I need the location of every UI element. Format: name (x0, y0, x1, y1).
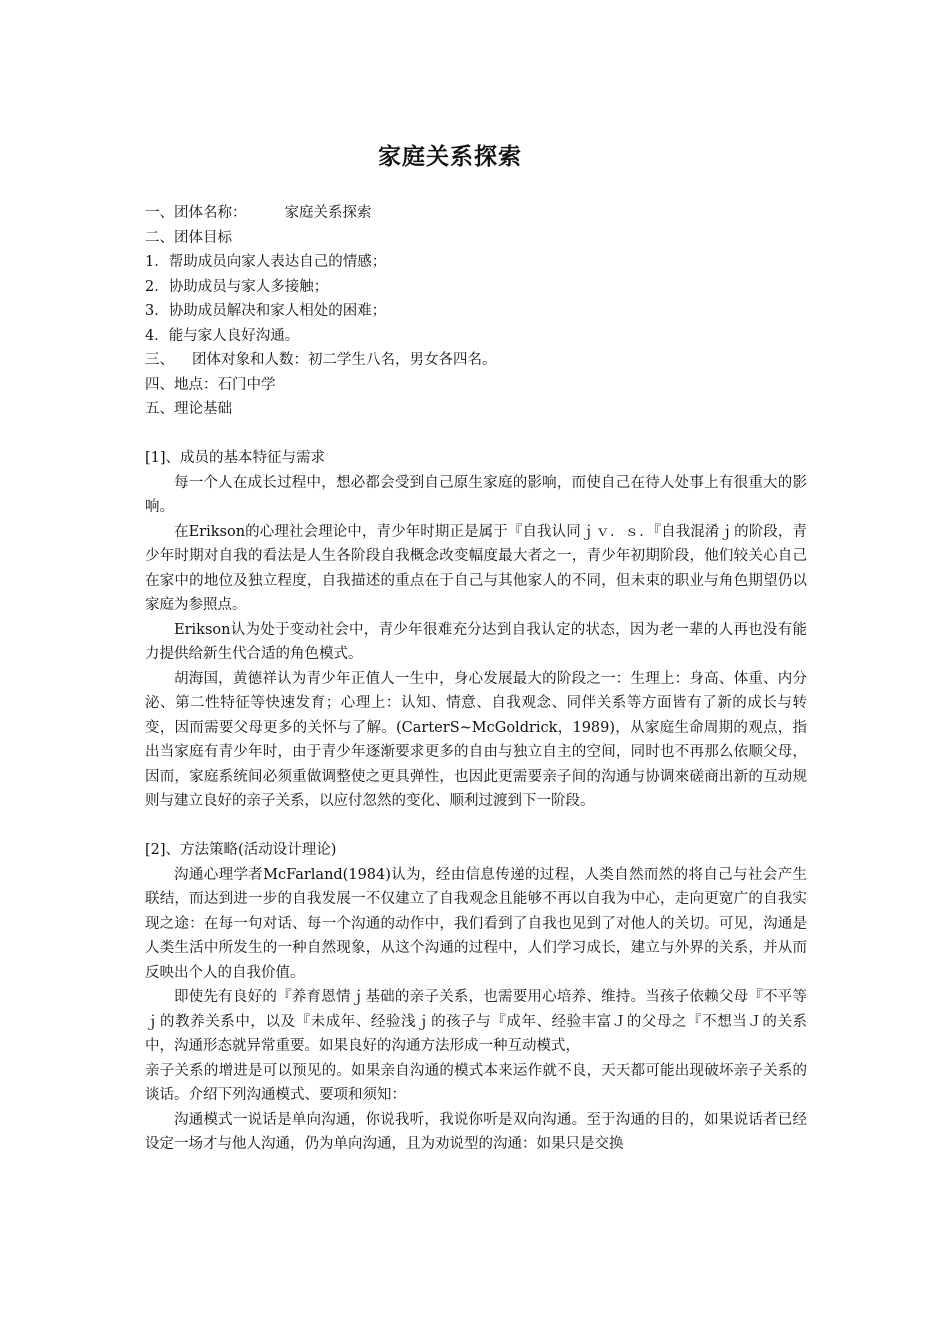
goal-item-1: 1．帮助成员向家人表达自己的情感； (145, 254, 387, 270)
section1-paragraph-1: 每一个人在成长过程中，想必都会受到自己原生家庭的影响，而使自己在待人处事上有很重大的影响。 (145, 474, 807, 515)
group-target-text: 团体对象和人数：初二学生八名，男女各四名。 (192, 352, 497, 368)
theory-heading: 五、理论基础 (145, 401, 232, 417)
section2-paragraph-3: 亲子关系的增进是可以预见的。如果亲自沟通的模式本来运作就不良，天天都可能出现破坏亲子关系的谈话。介绍下列沟通模式、要项和须知： (145, 1062, 807, 1103)
document-title: 家庭关系探索 (378, 144, 522, 170)
goal-item-2: 2．协助成员与家人多接触； (145, 278, 329, 295)
location-line: 四、地点：石门中学 (145, 376, 276, 393)
section1-paragraph-4: 胡海国，黄德祥认为青少年正值人一生中，身心发展最大的阶段之一：生理上：身高、体重、内分泌、第二性特征等快速发育；心理上：认知、情意、自我观念、同伴关系等方面皆有了新的成长与转变，因而需要父母更多的关怀与了解。(CarterS~McGoldrick，1989)，从家庭生命周期的观点，指出当家庭有青少年时，由于青少年逐渐要求更多的自由与独立自主的空间，同时也不再那么依顺父母，因而，家庭系统间必须重做调整使之更具弹性，也因此更需要亲子间的沟通与协调來磋商出新的互动规则与建立良好的亲子关系，以应付忽然的变化、顺利过渡到下一阶段。 (145, 670, 807, 809)
section2-heading: [2]、方法策略(活动设计理论) (145, 842, 337, 858)
goal-item-4: 4．能与家人良好沟通。 (145, 327, 300, 344)
group-target-prefix: 三、 (145, 352, 174, 368)
document-body (145, 201, 807, 1157)
section1-heading: [1]、成员的基本特征与需求 (145, 450, 326, 466)
group-goal-heading: 二、团体目标 (145, 229, 232, 246)
group-target-line (145, 348, 807, 373)
section2-paragraph-4: 沟通模式一说话是单向沟通，你说我听，我说你听是双向沟通。至于沟通的目的，如果说话者已经设定一场才与他人沟通，仍为单向沟通，且为劝说型的沟通：如果只是交换 (145, 1111, 807, 1152)
section2-paragraph-1: 沟通心理学者McFarland(1984)认为，经由信息传递的过程，人类自然而然的将自己与社会产生联结，而达到进一步的自我发展一不仅建立了自我观念且能够不再以自我为中心，走向更宽广的自我实现之途：在每一句对话、每一个沟通的动作中，我们看到了自我也见到了对他人的关切。可见，沟通是人类生活中所发生的一种自然现象，从这个沟通的过程中，人们学习成长，建立与外界的关系，并从而反映出个人的自我价值。 (145, 866, 807, 981)
group-name-value: 家庭关系探索 (284, 205, 372, 221)
goal-item-3: 3．协助成员解决和家人相处的困难； (145, 303, 387, 319)
section1-paragraph-2: 在Erikson的心理社会理论中，青少年时期正是属于『自我认同ｊｖ．ｓ．『自我混淆ｊ的阶段，青少年时期对自我的看法是人生各阶段自我概念改变幅度最大者之一，青少年初期阶段，他们较关心自己在家中的地位及独立程度，自我描述的重点在于自己与其他家人的不同，但未束的职业与角色期望仍以家庭为参照点。 (145, 523, 807, 613)
group-name-label: 一、团体名称： (145, 205, 247, 221)
section1-paragraph-3: Erikson认为处于变动社会中，青少年很难充分达到自我认定的状态，因为老一辈的人再也没有能力提供给新生代合适的角色模式。 (145, 621, 807, 662)
group-name-line (145, 201, 807, 226)
section2-paragraph-2: 即使先有良好的『养育恩情ｊ基础的亲子关系，也需要用心培养、维持。当孩子依赖父母『不平等ｊ的教养关系中，以及『未成年、经验浅ｊ的孩子与『成年、经验丰富Ｊ的父母之『不想当Ｊ的关系中，沟通形态就异常重要。如果良好的沟通方法形成一种互动模式， (145, 989, 807, 1054)
